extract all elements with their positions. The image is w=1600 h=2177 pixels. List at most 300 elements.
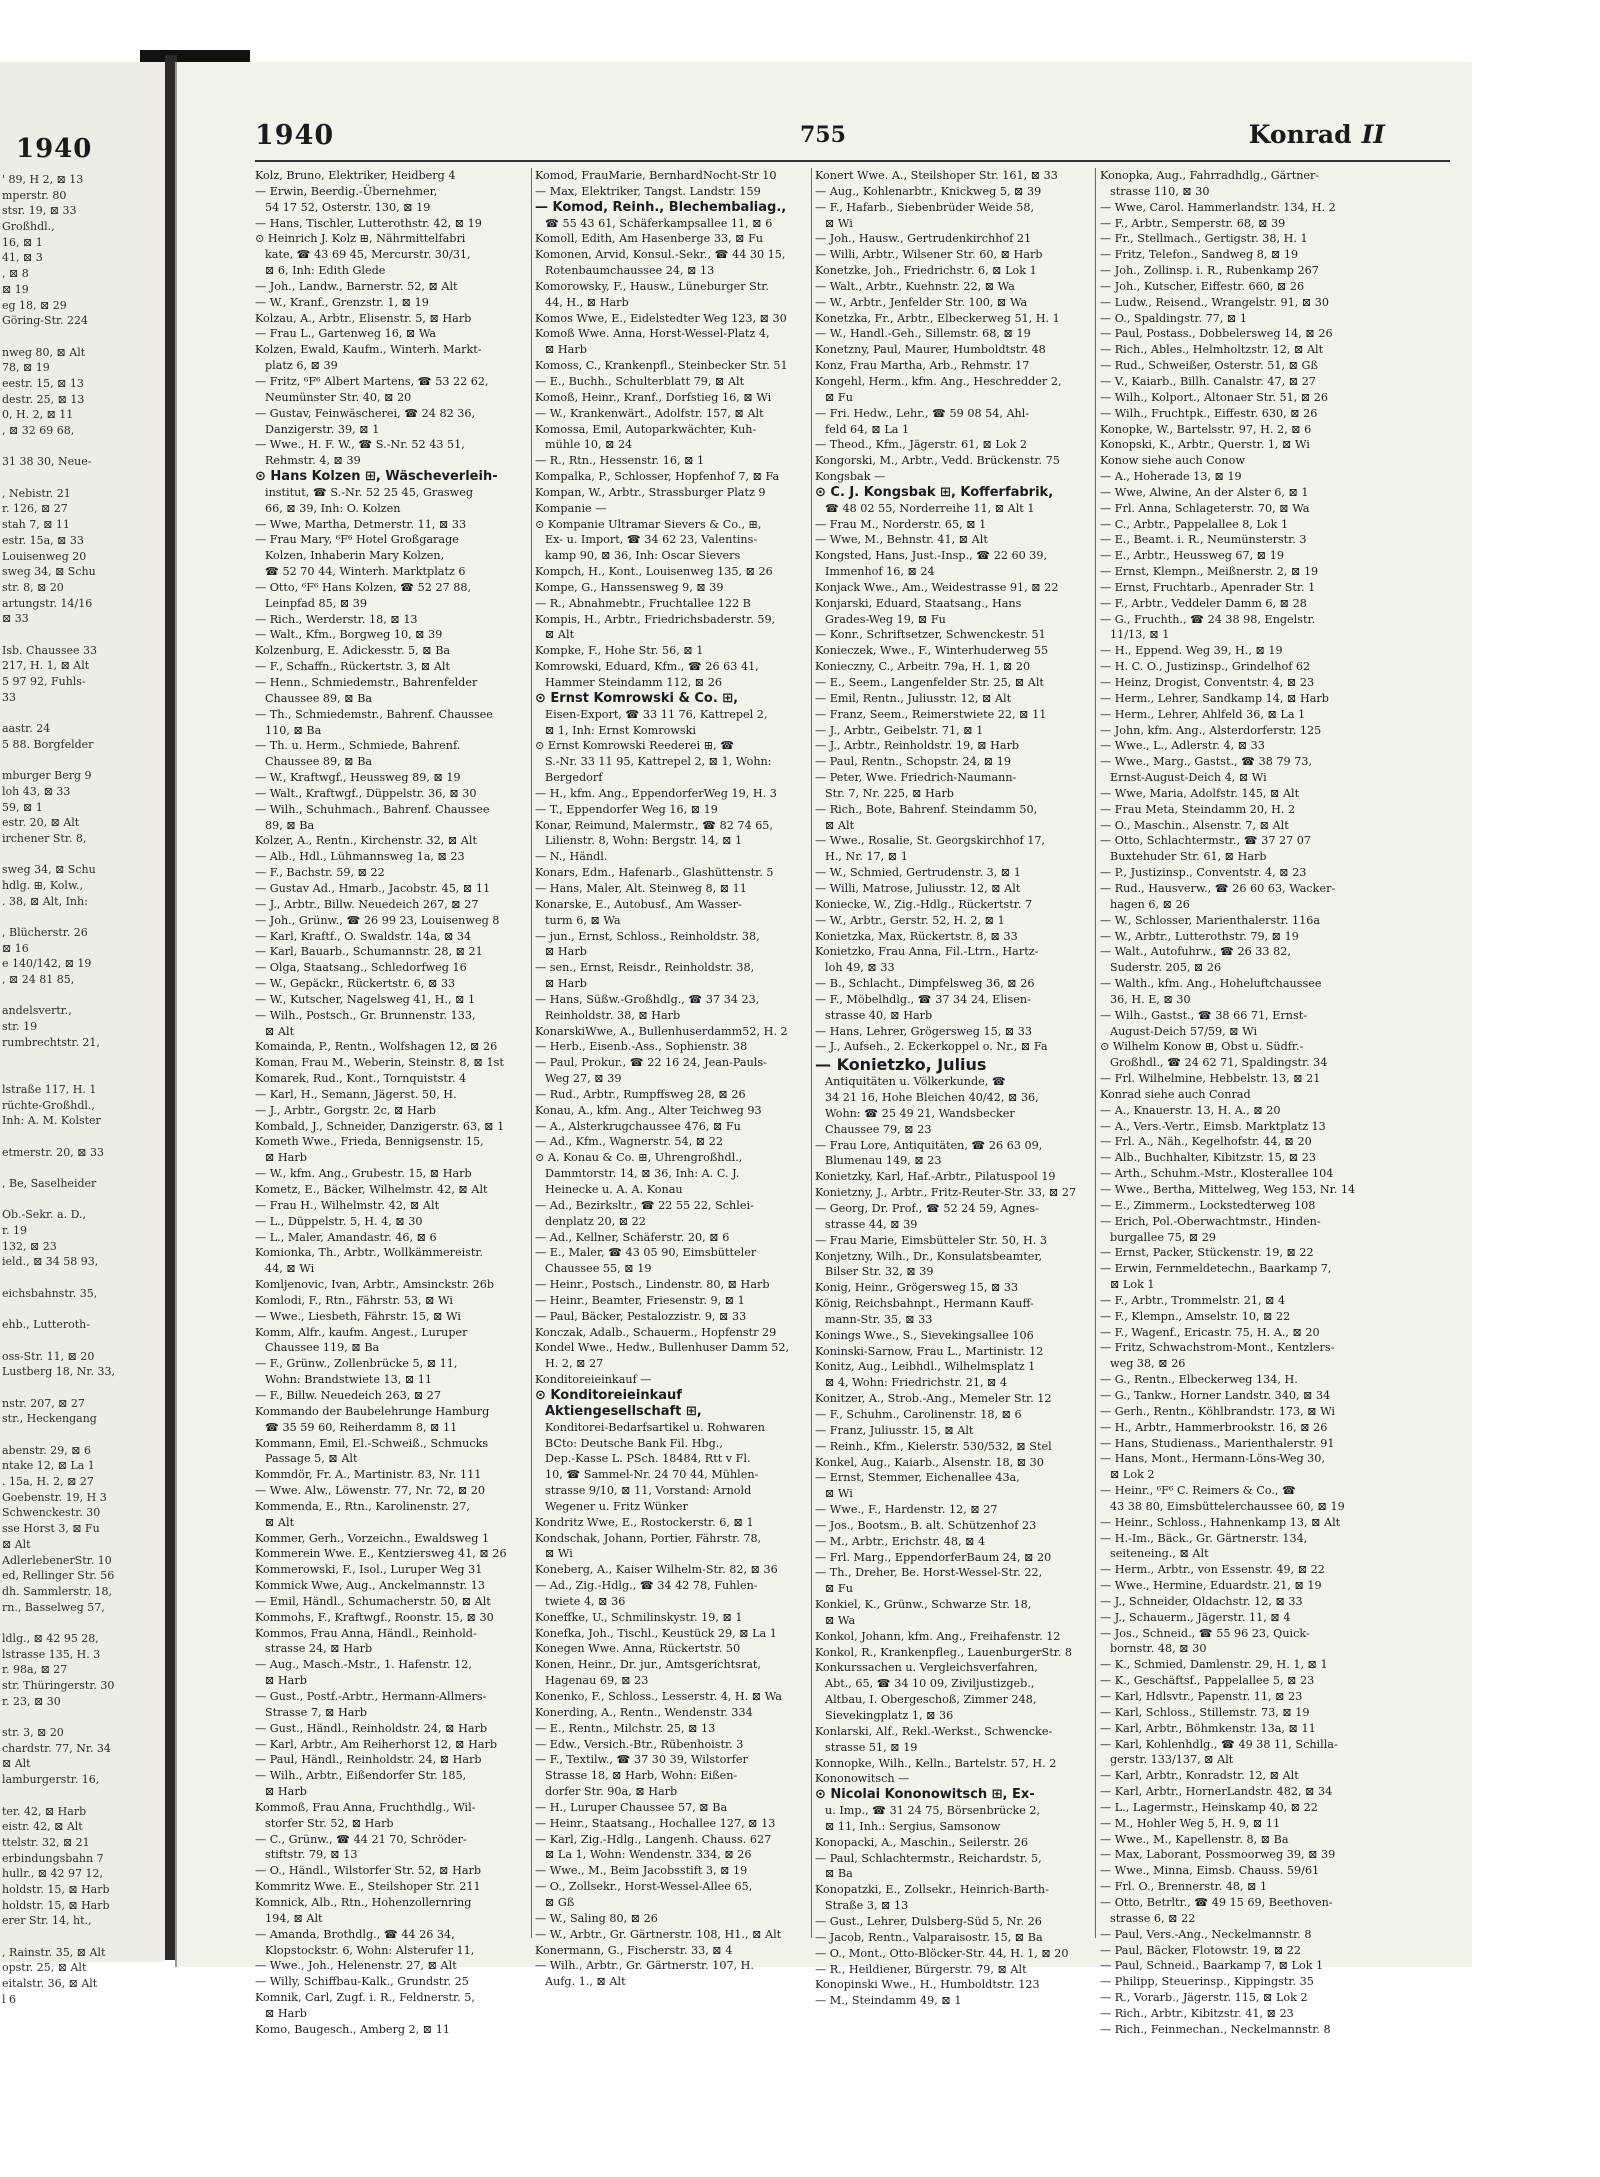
directory-entry-line: Konditoreieinkauf — xyxy=(535,1373,652,1387)
directory-entry-line: Danzigerstr. 39, ⊠ 1 xyxy=(265,422,380,436)
directory-entry-line: ⊠ Fu xyxy=(825,390,853,404)
directory-entry-line: — Willi, Matrose, Juliusstr. 12, ⊠ Alt xyxy=(815,881,1021,895)
directory-entry-line: — Wilh., Gastst., ☎ 38 66 71, Ernst- xyxy=(1100,1008,1307,1022)
facing-page-line: irchener Str. 8, xyxy=(2,831,87,845)
directory-entry-line: Komoß, Heinr., Kranf., Dorfstieg 16, ⊠ Wi xyxy=(535,390,772,404)
facing-page-line: eitalstr. 36, ⊠ Alt xyxy=(2,1977,98,1991)
directory-entry-line: — K., Schmied, Damlenstr. 29, H. 1, ⊠ 1 xyxy=(1100,1658,1328,1672)
directory-entry-line: — Wwe. Alw., Löwenstr. 77, Nr. 72, ⊠ 20 xyxy=(255,1484,486,1498)
directory-entry-line: — Frl. A., Näh., Kegelhofstr. 44, ⊠ 20 xyxy=(1100,1135,1312,1149)
directory-entry-line: — Th., Dreher, Be. Horst-Wessel-Str. 22, xyxy=(815,1566,1043,1580)
facing-page-line: str. 3, ⊠ 20 xyxy=(2,1726,64,1740)
directory-entry-line: Heinecke u. A. A. Konau xyxy=(545,1183,683,1196)
directory-entry-line: u. Imp., ☎ 31 24 75, Börsenbrücke 2, xyxy=(825,1804,1041,1818)
directory-entry-line: Wegener u. Fritz Wünker xyxy=(545,1499,688,1513)
facing-page-line: holdstr. 15, ⊠ Harb xyxy=(2,1882,110,1896)
directory-entry-line: Rotenbaumchaussee 24, ⊠ 13 xyxy=(545,264,715,278)
facing-page xyxy=(0,62,165,2006)
facing-page-line: Schwenckestr. 30 xyxy=(2,1506,101,1520)
directory-entry-line: Konjack Wwe., Am., Weidestrasse 91, ⊠ 22 xyxy=(815,580,1059,594)
directory-entry-line: Konegen Wwe. Anna, Rückertstr. 50 xyxy=(535,1642,741,1656)
directory-entry-line: — Wilh., Kolport., Altonaer Str. 51, ⊠ 26 xyxy=(1100,390,1329,404)
directory-entry-line: — Edw., Versich.-Btr., Rübenhoistr. 3 xyxy=(535,1737,744,1751)
directory-entry-line: Konietzka, Max, Rückertstr. 8, ⊠ 33 xyxy=(815,929,1018,943)
facing-page-line: Lustberg 18, Nr. 33, xyxy=(2,1365,115,1379)
directory-entry-line: — Th., Schmiedemstr., Bahrenf. Chaussee xyxy=(255,707,493,721)
directory-entry-line: Reinholdstr. 38, ⊠ Harb xyxy=(545,1008,681,1022)
directory-entry-line: — Frl. Wilhelmine, Hebbelstr. 13, ⊠ 21 xyxy=(1100,1072,1321,1086)
directory-entry-line: ⊙ Kompanie Ultramar Sievers & Co., ⊞, xyxy=(535,517,762,531)
facing-page-line xyxy=(2,1929,162,1945)
directory-entry-line: — Konr., Schriftsetzer, Schwenckestr. 51 xyxy=(815,628,1046,642)
facing-page-line: 59, ⊠ 1 xyxy=(2,800,43,814)
directory-entry-line: Kongorski, M., Arbtr., Vedd. Brückenstr. 75 xyxy=(815,454,1060,468)
directory-entry-line: ⊠ Alt xyxy=(265,1024,295,1038)
directory-entry-line: — Rud., Arbtr., Rumpffsweg 28, ⊠ 26 xyxy=(535,1087,746,1101)
facing-page-text xyxy=(2,172,162,2007)
directory-entry-line: ⊠ Harb xyxy=(265,1674,307,1688)
facing-page-line: ⊠ 16 xyxy=(2,941,29,955)
directory-entry-line: — Karl, Schloss., Stillemstr. 73, ⊠ 19 xyxy=(1100,1705,1310,1719)
directory-entry-line: Komnick, Alb., Rtn., Hohenzollernring xyxy=(255,1895,472,1909)
directory-entry-line: — Wwe, Alwine, An der Alster 6, ⊠ 1 xyxy=(1100,485,1309,499)
directory-entry-line: Konjarski, Eduard, Staatsang., Hans xyxy=(815,596,1022,610)
directory-entry-line: Kommando der Baubelehrunge Hamburg xyxy=(255,1404,490,1418)
facing-page-line xyxy=(2,1051,162,1067)
directory-entry-line: — Alb., Hdl., Lühmannsweg 1a, ⊠ 23 xyxy=(255,850,465,864)
facing-page-line: r. 23, ⊠ 30 xyxy=(2,1694,61,1708)
directory-entry-line: bornstr. 48, ⊠ 30 xyxy=(1110,1642,1207,1656)
directory-entry-line: — Frl. Marg., EppendorferBaum 24, ⊠ 20 xyxy=(815,1550,1052,1564)
directory-entry-line: — R., Vorarb., Jägerstr. 115, ⊠ Lok 2 xyxy=(1100,1991,1308,2005)
directory-entry-line: ⊙ Heinrich J. Kolz ⊞, Nährmittelfabri xyxy=(255,232,466,246)
directory-entry-line: — Frau L., Gartenweg 16, ⊠ Wa xyxy=(255,327,437,341)
directory-entry-line: Kompalka, P., Schlosser, Hopfenhof 7, ⊠ Fa xyxy=(535,470,780,484)
directory-entry-line: Kondritz Wwe, E., Rostockerstr. 6, ⊠ 1 xyxy=(535,1515,754,1529)
facing-page-line: abenstr. 29, ⊠ 6 xyxy=(2,1443,92,1457)
directory-entry-line: Konopatzki, E., Zollsekr., Heinrich-Barth- xyxy=(815,1883,1049,1897)
directory-entry-line: Ernst-August-Deich 4, ⊠ Wi xyxy=(1110,771,1267,785)
directory-entry-line: — Wwe., Rosalie, St. Georgskirchhof 17, xyxy=(815,834,1045,848)
directory-entry-line: Komainda, P., Rentn., Wolfshagen 12, ⊠ 26 xyxy=(255,1040,498,1054)
directory-entry-line: — Frau H., Wilhelmstr. 42, ⊠ Alt xyxy=(255,1198,440,1212)
directory-entry-line: Kommerowski, F., Isol., Luruper Weg 31 xyxy=(255,1563,483,1577)
directory-entry-line: — Walth., kfm. Ang., Hoheluftchaussee xyxy=(1100,977,1322,991)
facing-page-line: Isb. Chaussee 33 xyxy=(2,643,97,657)
directory-entry-line: — jun., Ernst, Schloss., Reinholdstr. 38, xyxy=(535,929,760,943)
directory-entry-line: — Frau Lore, Antiquitäten, ☎ 26 63 09, xyxy=(815,1138,1043,1152)
directory-entry-line: — Herm., Lehrer, Ahlfeld 36, ⊠ La 1 xyxy=(1100,707,1306,721)
directory-entry-line: Kommenda, E., Rtn., Karolinenstr. 27, xyxy=(255,1499,470,1513)
directory-entry-line: — W., Kutscher, Nagelsweg 41, H., ⊠ 1 xyxy=(255,992,476,1006)
directory-entry-line: storfer Str. 52, ⊠ Harb xyxy=(265,1816,394,1830)
directory-entry-line: — Paul, Schlachtermstr., Reichardstr. 5, xyxy=(815,1851,1042,1865)
facing-page-line: Inh: A. M. Kolster xyxy=(2,1114,101,1128)
directory-entry-line: — Rich., Ables., Helmholtzstr. 12, ⊠ Alt xyxy=(1100,343,1324,357)
directory-entry-line: — R., Abnahmebtr., Fruchtallee 122 B xyxy=(535,596,751,610)
directory-entry-line: Chaussee 89, ⊠ Ba xyxy=(265,691,373,705)
directory-entry-line: H. 2, ⊠ 27 xyxy=(545,1357,604,1371)
directory-entry-line: Konig, Heinr., Grögersweg 15, ⊠ 33 xyxy=(815,1281,1019,1295)
directory-entry-line: 194, ⊠ Alt xyxy=(265,1911,323,1925)
directory-entry-line: Komoss, C., Krankenpfl., Steinbecker Str. 51 xyxy=(535,359,788,373)
directory-entry-line: — W., kfm. Ang., Grubestr. 15, ⊠ Harb xyxy=(255,1167,472,1181)
directory-entry-line: Chaussee 119, ⊠ Ba xyxy=(265,1341,380,1355)
directory-entry-line: Komos Wwe, E., Eidelstedter Weg 123, ⊠ 30 xyxy=(535,311,787,325)
facing-page-line: ttelstr. 32, ⊠ 21 xyxy=(2,1835,90,1849)
directory-entry-line: Komarek, Rud., Kont., Tornquiststr. 4 xyxy=(255,1072,467,1086)
directory-entry-line: — J., Arbtr., Billw. Neuedeich 267, ⊠ 27 xyxy=(255,897,479,911)
directory-entry-line: — Henn., Schmiedemstr., Bahrenfelder xyxy=(255,676,478,689)
directory-entry-line: Passage 5, ⊠ Alt xyxy=(265,1452,358,1466)
directory-entry-line: — Rich., Arbtr., Kibitzstr. 41, ⊠ 23 xyxy=(1100,2006,1294,2020)
directory-entry-line: Kometz, E., Bäcker, Wilhelmstr. 42, ⊠ Alt xyxy=(255,1183,488,1196)
facing-page-line: 132, ⊠ 23 xyxy=(2,1239,57,1253)
directory-entry-line: Konieczek, Wwe., F., Winterhuderweg 55 xyxy=(815,644,1049,658)
directory-entry-line: ⊠ Wi xyxy=(545,1547,573,1561)
facing-page-line: ⊠ 19 xyxy=(2,282,29,296)
directory-entry-line: — Wilh., Fruchtpk., Eiffestr. 630, ⊠ 26 xyxy=(1100,406,1318,420)
section-title xyxy=(1249,120,1385,149)
directory-entry-line: ⊠ 1, Inh: Ernst Komrowski xyxy=(545,723,696,737)
directory-entry-line: — Hans, Studienass., Marienthalerstr. 91 xyxy=(1100,1436,1335,1450)
directory-entry-line: — O., Zollsekr., Horst-Wessel-Allee 65, xyxy=(535,1880,753,1894)
facing-page-line: 16, ⊠ 1 xyxy=(2,235,43,249)
directory-entry-line: — C., Grünw., ☎ 44 21 70, Schröder- xyxy=(255,1832,467,1846)
facing-page-line: eg 18, ⊠ 29 xyxy=(2,298,67,312)
directory-entry-line: — Joh., Grünw., ☎ 26 99 23, Louisenweg 8 xyxy=(255,913,500,927)
directory-entry-line: — Theod., Kfm., Jägerstr. 61, ⊠ Lok 2 xyxy=(815,438,1028,452)
directory-entry-line: institut, ☎ S.-Nr. 52 25 45, Grasweg xyxy=(265,485,474,499)
facing-page-line xyxy=(2,909,162,925)
facing-page-line: erbindungsbahn 7 xyxy=(2,1851,104,1865)
directory-entry-line: strasse 9/10, ⊠ 11, Vorstand: Arnold xyxy=(545,1484,752,1498)
directory-entry-line: — Rud., Hausverw., ☎ 26 60 63, Wacker- xyxy=(1100,881,1336,895)
directory-entry-line: — G., Rentn., Elbeckerweg 134, H. xyxy=(1100,1373,1298,1387)
directory-entry-line: — Joh., Hausw., Gertrudenkirchhof 21 xyxy=(815,232,1032,246)
directory-entry-line: Konczak, Adalb., Schauerm., Hopfenstr 29 xyxy=(535,1325,777,1339)
directory-entry-line: — Heinr., Staatsang., Hochallee 127, ⊠ 13 xyxy=(535,1816,776,1830)
directory-entry-line: Konetzke, Joh., Friedrichstr. 6, ⊠ Lok 1 xyxy=(815,264,1037,278)
directory-entry-line: ⊠ Alt xyxy=(265,1515,295,1529)
directory-entry-line: — Georg, Dr. Prof., ☎ 52 24 59, Agnes- xyxy=(815,1202,1039,1215)
directory-entry-line: ⊙ Ernst Komrowski Reederei ⊞, ☎ xyxy=(535,739,735,753)
directory-entry-line: Kolz, Bruno, Elektriker, Heidberg 4 xyxy=(255,169,456,182)
directory-entry-line: — B., Schlacht., Dimpfelsweg 36, ⊠ 26 xyxy=(815,977,1035,991)
facing-page-line: rumbrechtstr. 21, xyxy=(2,1035,100,1049)
facing-page-line xyxy=(2,1615,162,1631)
directory-entry-line: Hammer Steindamm 112, ⊠ 26 xyxy=(545,676,722,689)
facing-page-line xyxy=(2,1270,162,1286)
directory-entry-line: strasse 6, ⊠ 22 xyxy=(1110,1911,1196,1925)
directory-entry-line: Kommdör, Fr. A., Martinistr. 83, Nr. 111 xyxy=(255,1468,482,1482)
facing-page-line: ⊠ Alt xyxy=(2,1537,31,1551)
directory-entry-line: Kommer, Gerh., Vorzeichn., Ewaldsweg 1 xyxy=(255,1531,490,1545)
directory-entry-line: — Walt., Kfm., Borgweg 10, ⊠ 39 xyxy=(255,628,443,642)
section-numeral: II xyxy=(1361,120,1385,149)
directory-entry-line: Sievekingplatz 1, ⊠ 36 xyxy=(825,1709,954,1722)
directory-entry-line: — Wwe., Minna, Eimsb. Chauss. 59/61 xyxy=(1100,1864,1320,1878)
directory-entry-line: — Otto, Schlachtermstr., ☎ 37 27 07 xyxy=(1100,834,1312,848)
directory-entry-line: — Paul, Vers.-Ang., Neckelmannstr. 8 xyxy=(1100,1927,1312,1941)
facing-page-line xyxy=(2,1427,162,1443)
directory-entry-line: — O., Spaldingstr. 77, ⊠ 1 xyxy=(1100,311,1247,325)
directory-entry-line: — Peter, Wwe. Friedrich-Naumann- xyxy=(815,771,1017,785)
directory-entry-line: Konopacki, A., Maschin., Seilerstr. 26 xyxy=(815,1835,1028,1849)
directory-entry-line: — J., Schneider, Oldachstr. 12, ⊠ 33 xyxy=(1100,1594,1303,1608)
directory-entry-line: Altbau, I. Obergeschoß, Zimmer 248, xyxy=(825,1693,1037,1707)
directory-entry-line: — Hans, Lehrer, Grögersweg 15, ⊠ 33 xyxy=(815,1024,1033,1038)
facing-page-line: chardstr. 77, Nr. 34 xyxy=(2,1741,111,1755)
directory-entry-line: — Reinh., Kfm., Kielerstr. 530/532, ⊠ Stel xyxy=(815,1439,1052,1453)
directory-entry-line: — F., Arbtr., Veddeler Damm 6, ⊠ 28 xyxy=(1100,596,1307,610)
facing-page-line: , Rainstr. 35, ⊠ Alt xyxy=(2,1945,106,1959)
directory-entry-line: ☎ 55 43 61, Schäferkampsallee 11, ⊠ 6 xyxy=(545,216,773,230)
directory-entry-line: — O., Händl., Wilstorfer Str. 52, ⊠ Harb xyxy=(255,1864,482,1878)
directory-entry-line: Konnopke, Wilh., Kelln., Bartelstr. 57, H. 2 xyxy=(815,1756,1057,1770)
directory-entry-line: — J., Aufseh., 2. Eckerkoppel o. Nr., ⊠ Fa xyxy=(815,1040,1048,1054)
directory-entry-line: — H., Luruper Chaussee 57, ⊠ Ba xyxy=(535,1800,728,1814)
directory-entry-line: Konermann, G., Fischerstr. 33, ⊠ 4 xyxy=(535,1943,733,1957)
facing-page-line: str. Thüringerstr. 30 xyxy=(2,1679,115,1692)
facing-page-line xyxy=(2,1709,162,1725)
directory-entry-line: Komonen, Arvid, Konsul.-Sekr., ☎ 44 30 15, xyxy=(535,248,786,262)
facing-page-line: ⊠ Alt xyxy=(2,1757,31,1771)
page-number: 755 xyxy=(800,122,846,148)
facing-page-line: str. 19 xyxy=(2,1020,38,1034)
directory-entry-line: — Erwin, Beerdig.-Übernehmer, xyxy=(255,184,438,198)
directory-entry-line: ⊙ Hans Kolzen ⊞, Wäscheverleih- xyxy=(255,469,498,485)
directory-entry-line: — H., Arbtr., Hammerbrookstr. 16, ⊠ 26 xyxy=(1100,1420,1328,1434)
directory-entry-line: Großhdl., ☎ 24 62 71, Spaldingstr. 34 xyxy=(1110,1056,1328,1070)
directory-entry-line: Konow siehe auch Conow xyxy=(1100,454,1245,468)
directory-entry-line: — Wwe, Martha, Detmerstr. 11, ⊠ 33 xyxy=(255,517,467,531)
facing-page-line: r. 126, ⊠ 27 xyxy=(2,502,68,516)
directory-entry-line: — A., Hoherade 13, ⊠ 19 xyxy=(1100,470,1242,484)
directory-entry-line: — Gust., Lehrer, Dulsberg-Süd 5, Nr. 26 xyxy=(815,1914,1042,1928)
directory-entry-line: Konarske, E., Autobusf., Am Wasser- xyxy=(535,897,742,911)
directory-entry-line: Kolzau, A., Arbtr., Elisenstr. 5, ⊠ Harb xyxy=(255,311,472,325)
directory-entry-line: — F., Schaffn., Rückertstr. 3, ⊠ Alt xyxy=(255,660,450,674)
directory-entry-line: — Karl, Arbtr., Am Reiherhorst 12, ⊠ Harb xyxy=(255,1737,498,1751)
directory-entry-line: — F., Klempn., Amselstr. 10, ⊠ 22 xyxy=(1100,1309,1291,1323)
directory-entry-line: ⊠ Alt xyxy=(545,628,575,642)
directory-entry-line: — Wwe., L., Adlerstr. 4, ⊠ 33 xyxy=(1100,739,1265,753)
directory-entry-line: ⊙ Wilhelm Konow ⊞, Obst u. Südfr.- xyxy=(1100,1040,1304,1054)
facing-page-line: str., Heckengang xyxy=(2,1412,97,1426)
column-divider xyxy=(1095,168,1096,1938)
directory-entry-line: Kompke, F., Hohe Str. 56, ⊠ 1 xyxy=(535,644,704,658)
directory-entry-line: — Erwin, Fernmeldetechn., Baarkamp 7, xyxy=(1100,1262,1332,1276)
directory-entry-line: — W., Handl.-Geh., Sillemstr. 68, ⊠ 19 xyxy=(815,327,1031,341)
directory-entry-line: — Gustav, Feinwäscherei, ☎ 24 82 36, xyxy=(255,406,476,420)
facing-page-line: ter. 42, ⊠ Harb xyxy=(2,1804,87,1818)
directory-entry-line: — Karl, Kohlenhdlg., ☎ 49 38 11, Schilla- xyxy=(1100,1737,1338,1751)
directory-entry-line: 43 38 80, Eimsbüttelerchaussee 60, ⊠ 19 xyxy=(1110,1499,1345,1513)
directory-entry-line: — W., Arbtr., Gerstr. 52, H. 2, ⊠ 1 xyxy=(815,913,1005,927)
page-header xyxy=(255,120,1455,154)
directory-entry-line: Komnik, Carl, Zugf. i. R., Feldnerstr. 5, xyxy=(255,1991,475,2005)
directory-entry-line: Kommick Wwe, Aug., Anckelmannstr. 13 xyxy=(255,1579,486,1593)
directory-entry-line: 34 21 16, Hohe Bleichen 40/42, ⊠ 36, xyxy=(825,1091,1039,1105)
facing-page-line xyxy=(2,1380,162,1396)
directory-entry-line: Konz, Frau Martha, Arb., Rehmstr. 17 xyxy=(815,359,1030,373)
directory-entry-line: — R., Rtn., Hessenstr. 16, ⊠ 1 xyxy=(535,454,705,468)
directory-entry-line: Abt., 65, ☎ 34 10 09, Ziviljustizgeb., xyxy=(825,1677,1035,1691)
directory-entry-line: — J., Schauerm., Jägerstr. 11, ⊠ 4 xyxy=(1100,1610,1291,1624)
directory-entry-line: — J., Arbtr., Geibelstr. 71, ⊠ 1 xyxy=(815,723,984,737)
facing-page-line xyxy=(2,1192,162,1208)
directory-entry-line: — F., Wagenf., Ericastr. 75, H. A., ⊠ 20 xyxy=(1100,1325,1320,1339)
facing-page-line: lstraße 117, H. 1 xyxy=(2,1082,97,1096)
directory-entry-line: — Fr., Stellmach., Gertigstr. 38, H. 1 xyxy=(1100,232,1308,246)
directory-entry-line: gerstr. 133/137, ⊠ Alt xyxy=(1110,1753,1234,1767)
facing-page-line: . 15a, H. 2, ⊠ 27 xyxy=(2,1475,94,1489)
directory-column-1 xyxy=(255,168,525,2038)
directory-entry-line: — Karl, Arbtr., HornerLandstr. 482, ⊠ 34 xyxy=(1100,1785,1333,1799)
directory-entry-line: — Wwe., M., Beim Jacobsstift 3, ⊠ 19 xyxy=(535,1864,748,1878)
page-year: 1940 xyxy=(255,120,335,151)
directory-entry-line: Kompan, W., Arbtr., Strassburger Platz 9 xyxy=(535,485,766,499)
directory-entry-line: — H., Eppend. Weg 39, H., ⊠ 19 xyxy=(1100,644,1283,658)
directory-entry-line: Kolzen, Inhaberin Mary Kolzen, xyxy=(265,549,445,563)
directory-entry-line: Strasse 7, ⊠ Harb xyxy=(265,1705,367,1719)
directory-entry-line: ⊠ 6, Inh: Edith Glede xyxy=(265,264,386,278)
facing-page-line xyxy=(2,329,162,345)
directory-entry-line: Konjetzny, Wilh., Dr., Konsulatsbeamter, xyxy=(815,1249,1042,1263)
directory-entry-line: Bilser Str. 32, ⊠ 39 xyxy=(825,1265,934,1279)
directory-entry-line: Kongehl, Herm., kfm. Ang., Heschredder 2, xyxy=(815,374,1062,388)
facing-page-line: , ⊠ 24 81 85, xyxy=(2,973,75,987)
directory-entry-line: 89, ⊠ Ba xyxy=(265,818,315,832)
directory-entry-line: — T., Eppendorfer Weg 16, ⊠ 19 xyxy=(535,802,718,816)
facing-page-line xyxy=(2,705,162,721)
directory-entry-line: — Rud., Schweißer, Osterstr. 51, ⊠ Gß xyxy=(1100,359,1318,373)
directory-entry-line: — Herm., Lehrer, Sandkamp 14, ⊠ Harb xyxy=(1100,691,1329,705)
directory-entry-line: Kombald, J., Schneider, Danzigerstr. 63, ⊠ 1 xyxy=(255,1119,505,1133)
directory-entry-line: Komrowski, Eduard, Kfm., ☎ 26 63 41, xyxy=(535,660,759,674)
directory-entry-line: Leinpfad 85, ⊠ 39 xyxy=(265,596,368,610)
directory-entry-line: ☎ 35 59 60, Reiherdamm 8, ⊠ 11 xyxy=(265,1420,458,1434)
directory-entry-line: — F., Billw. Neuedeich 263, ⊠ 27 xyxy=(255,1388,441,1402)
directory-entry-line: Konopke, W., Bartelsstr. 97, H. 2, ⊠ 6 xyxy=(1100,422,1312,436)
header-rule xyxy=(255,160,1450,162)
directory-entry-line: — Hans, Mont., Hermann-Löns-Weg 30, xyxy=(1100,1452,1325,1466)
directory-entry-line: — Max, Laborant, Possmoorweg 39, ⊠ 39 xyxy=(1100,1848,1336,1862)
directory-entry-line: — P., Justizinsp., Conventstr. 4, ⊠ 23 xyxy=(1100,866,1307,880)
directory-entry-line: Kompch, H., Kont., Louisenweg 135, ⊠ 26 xyxy=(535,565,773,579)
directory-entry-line: — Wwe., Bertha, Mittelweg, Weg 153, Nr. 14 xyxy=(1100,1183,1356,1196)
facing-page-line: erer Str. 14, ht., xyxy=(2,1914,92,1928)
facing-page-line: Louisenweg 20 xyxy=(2,549,87,563)
facing-page-line: mperstr. 80 xyxy=(2,188,67,202)
directory-entry-line: ⊠ Harb xyxy=(545,977,587,991)
directory-entry-line: — W., Kranf., Grenzstr. 1, ⊠ 19 xyxy=(255,295,429,309)
directory-entry-line: ⊠ Harb xyxy=(545,945,587,959)
directory-entry-line: hagen 6, ⊠ 26 xyxy=(1110,897,1190,911)
directory-entry-line: Kompis, H., Arbtr., Friedrichsbaderstr. 59, xyxy=(535,612,776,626)
directory-entry-line: — Wwe., Joh., Helenenstr. 27, ⊠ Alt xyxy=(255,1959,457,1973)
directory-entry-line: — Walt., Kraftwgf., Düppelstr. 36, ⊠ 30 xyxy=(255,786,477,800)
directory-entry-line: Ex- u. Import, ☎ 34 62 23, Valentins- xyxy=(545,533,758,547)
facing-page-line: Goebenstr. 19, H 3 xyxy=(2,1490,107,1504)
directory-entry-line: — A., Vers.-Vertr., Eimsb. Marktplatz 13 xyxy=(1100,1119,1326,1133)
directory-entry-line: strasse 40, ⊠ Harb xyxy=(825,1008,933,1022)
directory-entry-line: Komlodi, F., Rtn., Fährstr. 53, ⊠ Wi xyxy=(255,1293,453,1307)
directory-entry-line: — Wwe, Carol. Hammerlandstr. 134, H. 2 xyxy=(1100,200,1336,214)
directory-entry-line: Bergedorf xyxy=(545,771,603,785)
directory-entry-line: — Joh., Kutscher, Eiffestr. 660, ⊠ 26 xyxy=(1100,279,1305,293)
directory-entry-line: — Wilh., Schuhmach., Bahrenf. Chaussee xyxy=(255,802,490,816)
directory-entry-line: Strasse 18, ⊠ Harb, Wohn: Eißen- xyxy=(545,1769,738,1783)
directory-entry-line: Komoll, Edith, Am Hasenberge 33, ⊠ Fu xyxy=(535,232,764,246)
section-name: Konrad xyxy=(1248,120,1352,149)
directory-entry-line: mann-Str. 35, ⊠ 33 xyxy=(825,1312,933,1326)
directory-entry-line: ☎ 48 02 55, Norderreihe 11, ⊠ Alt 1 xyxy=(825,501,1035,515)
directory-entry-line: — W., Arbtr., Lutterothstr. 79, ⊠ 19 xyxy=(1100,929,1299,943)
directory-entry-line: Konen, Heinr., Dr. jur., Amtsgerichtsrat, xyxy=(535,1658,761,1672)
directory-entry-line: ⊠ Wa xyxy=(825,1613,856,1627)
directory-entry-line: Kommritz Wwe. E., Steilshoper Str. 211 xyxy=(255,1880,481,1894)
directory-entry-line: Kommann, Emil, El.-Schweiß., Schmucks xyxy=(255,1436,489,1450)
directory-entry-line: H., Nr. 17, ⊠ 1 xyxy=(825,850,908,864)
facing-page-line: 31 38 30, Neue- xyxy=(2,455,92,469)
directory-entry-line: twiete 4, ⊠ 36 xyxy=(545,1594,626,1608)
directory-entry-line: — Wilh., Arbtr., Eißendorfer Str. 185, xyxy=(255,1769,467,1783)
facing-page-line: eichsbahnstr. 35, xyxy=(2,1286,98,1300)
directory-entry-line: ⊠ La 1, Wohn: Wendenstr. 334, ⊠ 26 xyxy=(545,1848,752,1862)
facing-page-line: estr. 20, ⊠ Alt xyxy=(2,816,80,830)
directory-entry-line: strasse 44, ⊠ 39 xyxy=(825,1217,918,1231)
directory-entry-line: Konings Wwe., S., Sievekingsallee 106 xyxy=(815,1328,1034,1342)
directory-entry-line: Antiquitäten u. Völkerkunde, ☎ xyxy=(825,1075,1006,1089)
directory-entry-line: Konlarski, Alf., Rekl.-Werkst., Schwencke- xyxy=(815,1724,1053,1738)
facing-page-line xyxy=(2,752,162,768)
directory-entry-line: — Heinr., ⁶F⁶ C. Reimers & Co., ☎ xyxy=(1100,1484,1296,1498)
directory-entry-line: — Heinr., Beamter, Friesenstr. 9, ⊠ 1 xyxy=(535,1293,745,1307)
directory-entry-line: König, Reichsbahnpt., Hermann Kauff- xyxy=(815,1297,1034,1311)
directory-entry-line: Kompanie — xyxy=(535,501,607,515)
directory-entry-line: — N., Händl. xyxy=(535,850,608,864)
directory-entry-line: ⊠ Harb xyxy=(545,343,587,357)
facing-page-line xyxy=(2,847,162,863)
directory-entry-line: ⊠ Harb xyxy=(265,1785,307,1799)
directory-entry-line: Konkol, R., Krankenpfleg., LauenburgerStr. 8 xyxy=(815,1645,1073,1659)
directory-entry-line: Suderstr. 205, ⊠ 26 xyxy=(1110,961,1222,975)
directory-entry-line: — Jacob, Rentn., Valparaisostr. 15, ⊠ Ba xyxy=(815,1930,1043,1944)
facing-page-line: Ob.-Sekr. a. D., xyxy=(2,1208,86,1222)
directory-entry-line: — R., Heildiener, Bürgerstr. 79, ⊠ Alt xyxy=(815,1962,1027,1976)
directory-entry-line: — Wilh., Arbtr., Gr. Gärtnerstr. 107, H. xyxy=(535,1959,754,1973)
facing-page-line: , ⊠ 32 69 68, xyxy=(2,424,75,437)
directory-entry-line: — Rich., Werderstr. 18, ⊠ 13 xyxy=(255,612,418,626)
facing-page-line xyxy=(2,1788,162,1804)
directory-entry-line: Konietzko, Frau Anna, Fil.-Ltrn., Hartz- xyxy=(815,945,1039,959)
directory-entry-line: — Konietzko, Julius xyxy=(815,1055,987,1075)
directory-entry-line: — H., kfm. Ang., EppendorferWeg 19, H. 3 xyxy=(535,786,777,800)
directory-entry-line: — A., Alsterkrugchaussee 476, ⊠ Fu xyxy=(535,1119,741,1133)
directory-column-4 xyxy=(1100,168,1400,2038)
directory-entry-line: — W., Gepäckr., Rückertstr. 6, ⊠ 33 xyxy=(255,977,456,991)
directory-entry-line: — Franz, Juliusstr. 15, ⊠ Alt xyxy=(815,1423,974,1437)
directory-entry-line: Konar, Reimund, Malermstr., ☎ 82 74 65, xyxy=(535,818,773,832)
directory-entry-line: Konietzny, J., Arbtr., Fritz-Reuter-Str. 33, ⊠ 27 xyxy=(815,1186,1077,1200)
directory-entry-line: Blumenau 149, ⊠ 23 xyxy=(825,1154,942,1168)
facing-page-line: andelsvertr., xyxy=(2,1004,72,1018)
facing-page-line: . 38, ⊠ Alt, Inh: xyxy=(2,894,88,908)
directory-entry-line: Konenko, F., Schloss., Lesserstr. 4, H. ⊠ Wa xyxy=(535,1690,782,1703)
directory-entry-line: — Walt., Arbtr., Kuehnstr. 22, ⊠ Wa xyxy=(815,279,1015,293)
